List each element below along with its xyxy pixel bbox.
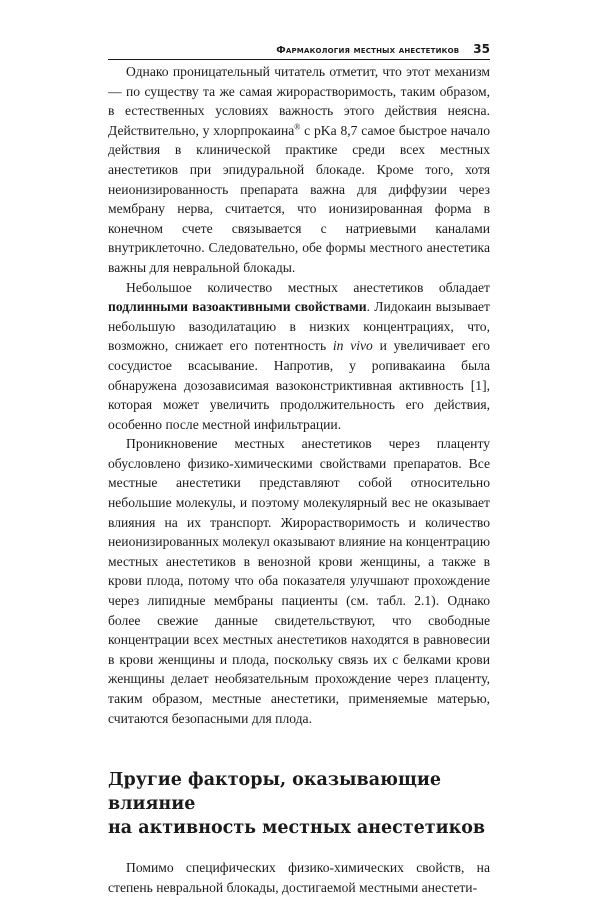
text-segment: с pKa 8,7 самое быстрое начало действия в клинической практике среди всех местных анестетиков при эпидуральной блокаде. Кроме того, хотя неионизированность препарата важна для диффузии через мембрану нерва, считается, что ионизированная форма в конечном счете связывается с натриевыми каналами внутриклеточно. Следовательно, обе формы местного анестетика важны для невральной блокады. xyxy=(108,122,490,275)
paragraph-3 xyxy=(108,434,490,728)
page-number: 35 xyxy=(473,42,490,56)
running-header xyxy=(108,40,490,60)
section-heading xyxy=(108,768,490,840)
text-segment: и увеличивает его сосудистое всасывание. Напротив, у ропивакаина была обнаружена дозозависимая вазоконстриктивная активность [1], которая может увеличить продолжительность его действия, особенно после местной инфильтрации. xyxy=(108,338,490,432)
final-paragraph: Помимо специфических физико-химических свойств, на степень невральной блокады, достигаемой местными анестети- xyxy=(108,860,490,895)
paragraph-1 xyxy=(108,62,490,278)
text-segment: Небольшое количество местных анестетиков обладает xyxy=(126,279,490,295)
italic-term: in vivo xyxy=(332,338,373,354)
text-segment: Проникновение местных анестетиков через плаценту обусловлено физико-химическими свойствами препаратов. Все местные анестетики представляют собой относительно небольшие молекулы, и поэтому молекулярный вес не оказывает влияния на их транспорт. Жирорастворимость и количество неионизированных молекул оказывают влияние на концентрацию местных анестетиков в венозной крови женщины, а также в крови плода, потому что оба показателя улучшают прохождение через липидные мембраны пациенты (см. табл. 2.1). Однако более свежие данные свидетельствуют, что свободные концентрации всех местных анестетиков находятся в равновесии в крови женщины и плода, поскольку связь их с белками крови женщины делает необязательным прохождение через плаценту, таким образом, местные анестетики, применяемые матерью, считаются безопасными для плода. xyxy=(108,436,490,726)
text-body xyxy=(108,62,490,897)
bold-term: подлинными вазоактивными свойствами xyxy=(108,299,367,315)
text-segment: Однако проницательный читатель отметит, что этот механизм — по существу та же самая жирорастворимость, таким образом, в естественных условиях важность этого действия неясна. Действительно, у хлорпрокаина xyxy=(108,64,490,138)
section-heading-line-2: на активность местных анестетиков xyxy=(108,818,486,839)
paragraph-2 xyxy=(108,278,490,435)
running-title: Фармакология местных анестетиков xyxy=(276,45,460,56)
registered-mark: ® xyxy=(294,122,301,132)
section-heading-line-1: Другие факторы, оказывающие влияние xyxy=(108,770,442,815)
text-segment: . Лидокаин вызывает небольшую вазодилатацию в низких концентрациях, что, возможно, снижает его потентность xyxy=(108,299,490,354)
